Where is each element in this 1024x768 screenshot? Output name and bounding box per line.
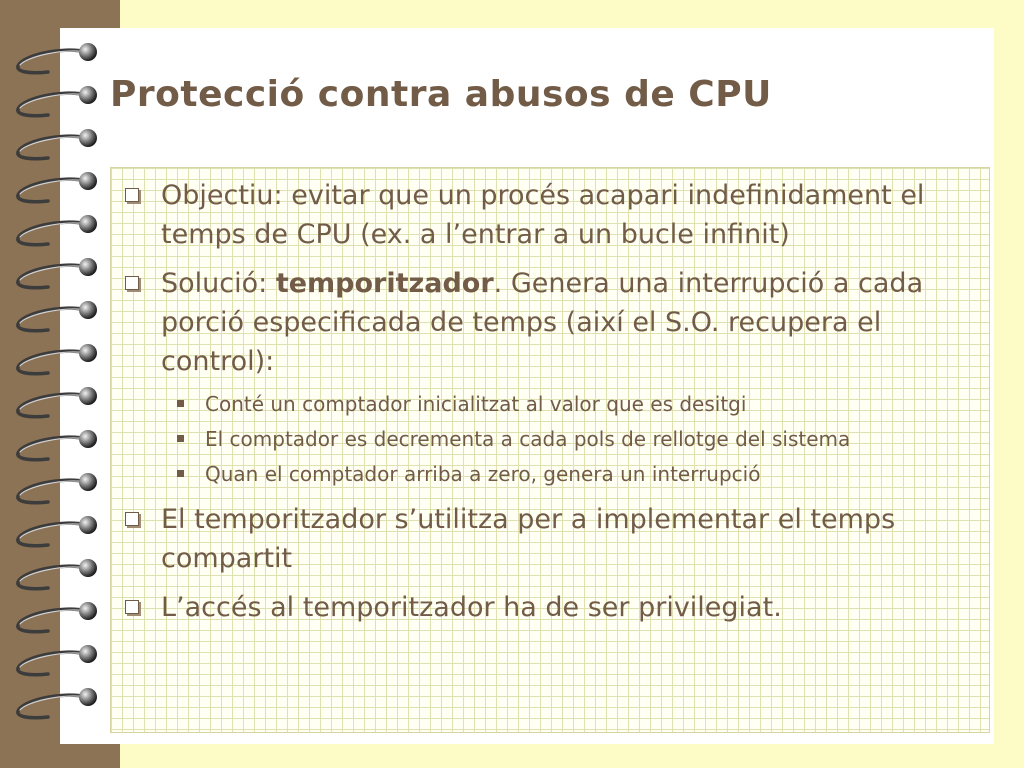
content-box: [110, 167, 990, 733]
sub-bullet-text: Conté un comptador inicialitzat al valor que es desitgi: [205, 392, 747, 416]
bullet-list: [111, 168, 989, 627]
spiral-ring-icon: [18, 301, 97, 331]
spiral-ring-icon: [18, 516, 97, 546]
square-bullet-icon: [177, 435, 184, 442]
spiral-ring-icon: [18, 344, 97, 374]
bullet-text-suffix: . Genera una interrupció a cada porció especificada de temps (així el S.O. recupera el control):: [161, 268, 924, 377]
bullet-text: Objectiu: evitar que un procés acapari indefinidament el temps de CPU (ex. a l’entrar a un bucle infinit): [161, 180, 925, 250]
sub-bullet-counter: [161, 389, 979, 420]
bullet-text: El temporitzador s’utilitza per a implementar el temps compartit: [161, 504, 896, 574]
bullet-privileged: [125, 588, 979, 627]
spiral-ring-icon: [18, 602, 97, 632]
square-bullet-icon: [177, 400, 184, 407]
sub-bullet-list: [161, 389, 979, 490]
sub-bullet-interrupt: [161, 459, 979, 490]
sub-bullet-text: El comptador es decrementa a cada pols de rellotge del sistema: [205, 427, 851, 451]
spiral-ring-icon: [18, 430, 97, 460]
spiral-ring-icon: [18, 645, 97, 675]
square-bullet-icon: [177, 470, 184, 477]
spiral-ring-icon: [18, 387, 97, 417]
bullet-text-bold: temporitzador: [275, 268, 494, 299]
slide-title: Protecció contra abusos de CPU: [110, 74, 772, 115]
bullet-solution: [125, 264, 979, 490]
checkbox-bullet-icon: [125, 276, 139, 290]
bullet-text-prefix: Solució:: [161, 268, 276, 299]
spiral-ring-icon: [18, 129, 97, 159]
checkbox-bullet-icon: [125, 188, 139, 202]
checkbox-bullet-icon: [125, 512, 139, 526]
spiral-binding: [0, 0, 120, 768]
bullet-objective: [125, 176, 979, 254]
spiral-ring-icon: [18, 258, 97, 288]
sub-bullet-decrement: [161, 424, 979, 455]
bullet-timesharing: [125, 500, 979, 578]
spiral-ring-icon: [18, 215, 97, 245]
sub-bullet-text: Quan el comptador arriba a zero, genera un interrupció: [205, 462, 761, 486]
spiral-ring-icon: [18, 559, 97, 589]
spiral-ring-icon: [18, 473, 97, 503]
spiral-ring-icon: [18, 688, 97, 718]
checkbox-bullet-icon: [125, 600, 139, 614]
spiral-ring-icon: [18, 86, 97, 116]
spiral-ring-icon: [18, 43, 97, 73]
bullet-text: L’accés al temporitzador ha de ser privilegiat.: [161, 592, 782, 623]
spiral-ring-icon: [18, 172, 97, 202]
